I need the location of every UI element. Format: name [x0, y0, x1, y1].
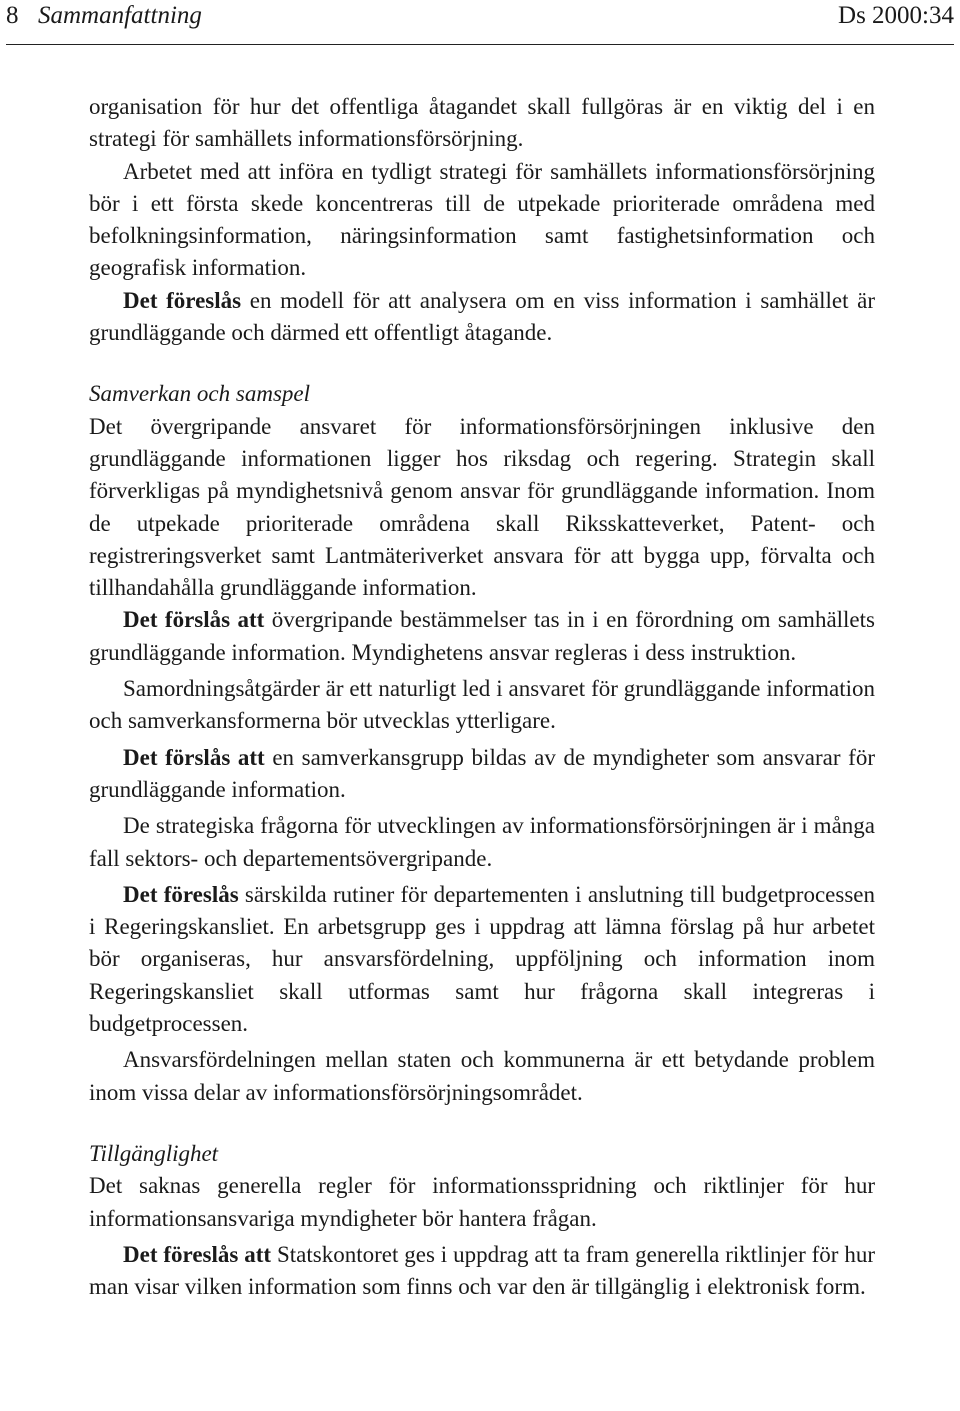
page-header — [6, 0, 954, 45]
paragraph-text: Det övergripande ansvaret för informationsförsörjningen inklusive den grundläggande informationen ligger hos riksdag och regering. Strategin skall förverkligas på myndighetsnivå genom ansvar för grundläggande information. Inom de utpekade prioriterade områdena skall Riksskatteverket, Patent- och registreringsverket samt Lantmäteriverket ansvara för att bygga upp, förvalta och tillhandahålla grundläggande information. — [89, 413, 875, 601]
paragraph-proposal-regulation — [89, 604, 875, 669]
paragraph-responsibility — [89, 411, 875, 605]
paragraph-text: Ansvarsfördelningen mellan staten och kommunerna är ett betydande problem inom vissa delar av informationsförsörjningsområdet. — [89, 1047, 875, 1105]
section-heading-samverkan: Samverkan och samspel — [89, 381, 311, 407]
page-number: 8 — [6, 2, 19, 29]
paragraph-text: De strategiska frågorna för utvecklingen av informationsförsörjningen är i många fall sektors- och departementsövergripande. — [89, 813, 875, 871]
paragraph-dissemination — [89, 1170, 875, 1235]
chapter-title: Sammanfattning — [38, 2, 202, 29]
paragraph-proposal-model — [89, 285, 875, 350]
paragraph-text: Det saknas generella regler för informationsspridning och riktlinjer för hur informationsansvariga myndigheter bör hantera frågan. — [89, 1173, 875, 1231]
paragraph-text: en modell för att analysera om en viss information i samhället är grundläggande och därmed ett offentligt åtagande. — [89, 287, 875, 346]
paragraph-responsibility-division — [89, 1044, 875, 1109]
paragraph-text: Arbetet med att införa en tydligt strategi för samhällets informationsförsörjning bör i ett första skede koncentreras till de utpekade prioriterade områdena med befolkningsinformation, näringsinformation samt fastighetsinformation och geografisk information. — [89, 158, 875, 281]
paragraph-text: övergripande bestämmelser tas in i en förordning om samhällets grundläggande information. Myndighetens ansvar regleras i dess instruktion. — [89, 607, 875, 665]
paragraph-strategy — [89, 156, 875, 285]
paragraph-text: organisation för hur det offentliga åtagandet skall fullgöras är en viktig del i en strategi för samhällets informationsförsörjning. — [89, 94, 875, 152]
paragraph-text: Samordningsåtgärder är ett naturligt led i ansvaret för grundläggande information och samverkansformerna bör utvecklas ytterligare. — [89, 676, 875, 734]
paragraph-text: en samverkansgrupp bildas av de myndigheter som ansvarar för grundläggande information. — [89, 744, 875, 802]
paragraph-proposal-group — [89, 742, 875, 807]
paragraph-strategic-questions — [89, 810, 875, 875]
paragraph-intro — [89, 91, 875, 156]
paragraph-proposal-guidelines — [89, 1239, 875, 1304]
proposal-lead: Det förslås att — [123, 607, 265, 633]
paragraph-proposal-routines — [89, 879, 875, 1040]
proposal-lead: Det föreslås — [123, 881, 239, 907]
paragraph-coordination — [89, 673, 875, 738]
page-body — [89, 91, 875, 1303]
proposal-lead: Det förslås att — [123, 744, 265, 770]
proposal-lead: Det föreslås att — [123, 1241, 272, 1267]
document-id: Ds 2000:34 — [838, 2, 954, 29]
proposal-lead: Det föreslås — [123, 287, 242, 313]
paragraph-text: särskilda rutiner för departementen i anslutning till budgetprocessen i Regeringskansliet. En arbetsgrupp ges i uppdrag att lämna förslag på hur arbetet bör organiseras, hur ansvarsfördelning, uppföljning och information inom Regeringskansliet skall utformas samt hur frågorna skall integreras i budgetprocessen. — [89, 881, 875, 1037]
paragraph-text: Statskontoret ges i uppdrag att ta fram generella riktlinjer för hur man visar vilken information som finns och var den är tillgänglig i elektronisk form. — [89, 1241, 876, 1300]
section-heading-tillganglighet: Tillgänglighet — [89, 1140, 219, 1166]
